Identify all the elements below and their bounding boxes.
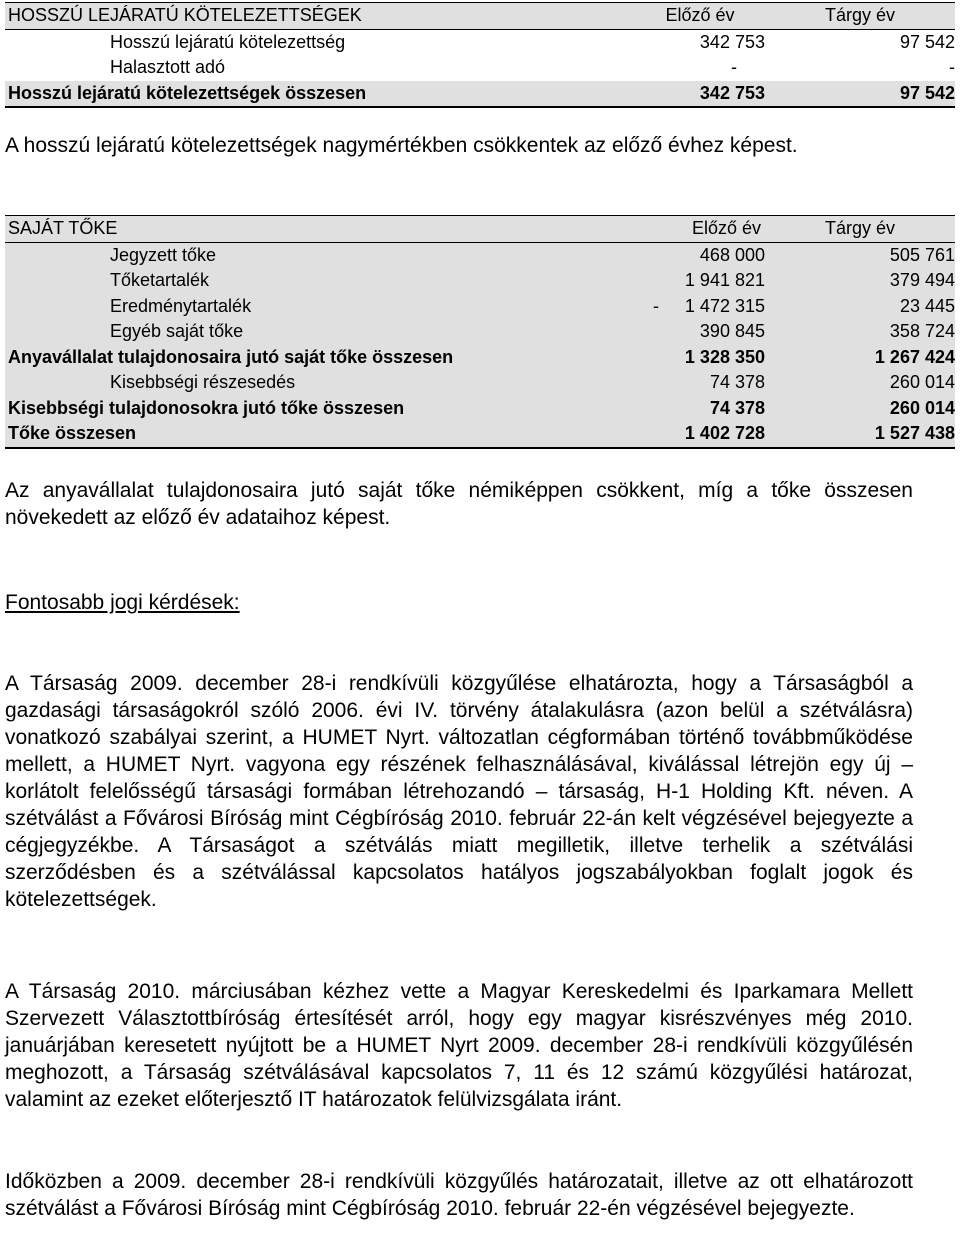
total-row bbox=[5, 396, 955, 422]
row-curr-value: 23 445 bbox=[765, 294, 955, 320]
grand-total-curr-value: 1 527 438 bbox=[765, 421, 955, 448]
table-title: SAJÁT TŐKE bbox=[5, 216, 595, 243]
liabilities-commentary: A hosszú lejáratú kötelezettségek nagymértékben csökkentek az előző évhez képest. bbox=[5, 134, 798, 157]
row-curr-value: 97 542 bbox=[899, 31, 955, 52]
long-term-liabilities-table bbox=[5, 2, 955, 108]
row-sign: - bbox=[595, 294, 665, 320]
legal-paragraph-registration: Időközben a 2009. december 28-i rendkívüli közgyűlés határozatait, illetve az ott elhatározott szétválást a Fővárosi Bíróság mint Cégbíróság 2010. február 22-én végzésével bejegyezte. bbox=[5, 1170, 913, 1220]
legal-paragraph-demerger: A Társaság 2009. december 28-i rendkívüli közgyűlése elhatározta, hogy a Társaságból a gazdasági társaságokról szóló 2006. évi IV. törvény átalakulásra (azon belül a szétválásra) vonatkozó szabályai szerint, a HUMET Nyrt. változatlan cégformában történő továbbműködése mellett, a HUMET Nyrt. vagyona egy részének felhasználásával, kiválással létrejön egy új – korlátolt felelősségű társasági formában létrehozandó – társaság, H-1 Holding Kft. néven. A szétválást a Fővárosi Bíróság mint Cégbíróság 2010. február 22-án kelt végzésével bejegyezte a cégjegyzékbe. A Társaságot a szétválás miatt megilletik, illetve terhelik a szétválási szerződésben és a szétválással kapcsolatos hatályos jogszabályokban foglalt jogok és kötelezettségek. bbox=[5, 672, 913, 911]
grand-total-row bbox=[5, 421, 955, 448]
row-sign bbox=[595, 268, 665, 294]
table-row bbox=[5, 268, 955, 294]
row-prev-value: 342 753 bbox=[699, 31, 765, 52]
grand-total-label: Tőke összesen bbox=[5, 421, 595, 448]
col-curr-header: Tárgy év bbox=[765, 3, 955, 30]
table-header-row bbox=[5, 3, 955, 30]
row-sign bbox=[595, 242, 665, 268]
row-curr-value: 505 761 bbox=[765, 242, 955, 268]
total-prev-value: 74 378 bbox=[665, 396, 765, 422]
row-sign bbox=[595, 319, 665, 345]
row-prev-value: 390 845 bbox=[665, 319, 765, 345]
row-curr-value: 379 494 bbox=[765, 268, 955, 294]
row-prev-value: 74 378 bbox=[665, 370, 765, 396]
table-header-row bbox=[5, 216, 955, 243]
row-label: Halasztott adó bbox=[110, 57, 226, 77]
row-label: Eredménytartalék bbox=[5, 294, 595, 320]
row-prev-value: - bbox=[731, 57, 737, 77]
table-title: HOSSZÚ LEJÁRATÚ KÖTELEZETTSÉGEK bbox=[5, 3, 595, 30]
col-prev-header: Előző év bbox=[635, 3, 765, 30]
table-row bbox=[5, 319, 955, 345]
row-label: Kisebbségi részesedés bbox=[5, 370, 595, 396]
legal-paragraph-arbitration: A Társaság 2010. márciusában kézhez vette a Magyar Kereskedelmi és Iparkamara Mellett Szervezett Választottbíróság értesítését arról, hogy egy magyar kisrészvényes még 2010. januárjában keresetett nyújtott be a HUMET Nyrt 2009. december 28-i rendkívüli közgyűlésén meghozott, a Társaság szétválásával kapcsolatos 7, 11 és 12 számú közgyűlési határozat, valamint az ezeket előterjesztő IT határozatok felülvizsgálata iránt. bbox=[5, 980, 913, 1111]
row-label: Tőketartalék bbox=[5, 268, 595, 294]
total-curr-value: 1 267 424 bbox=[765, 345, 955, 371]
total-row bbox=[5, 81, 955, 108]
total-label: Hosszú lejáratú kötelezettségek összesen bbox=[5, 81, 595, 108]
total-row bbox=[5, 345, 955, 371]
row-curr-value: - bbox=[949, 57, 955, 77]
row-prev-value: 1 472 315 bbox=[665, 294, 765, 320]
total-label: Anyavállalat tulajdonosaira jutó saját tőke összesen bbox=[5, 345, 595, 371]
grand-total-prev-value: 1 402 728 bbox=[665, 421, 765, 448]
total-curr-value: 260 014 bbox=[765, 396, 955, 422]
row-curr-value: 260 014 bbox=[765, 370, 955, 396]
row-curr-value: 358 724 bbox=[765, 319, 955, 345]
table-row bbox=[5, 242, 955, 268]
row-label: Egyéb saját tőke bbox=[5, 319, 595, 345]
equity-commentary: Az anyavállalat tulajdonosaira jutó saját tőke némiképpen csökkent, míg a tőke összesen növekedett az előző év adataihoz képest. bbox=[5, 479, 913, 529]
col-prev-header: Előző év bbox=[665, 216, 765, 243]
col-curr-header: Tárgy év bbox=[765, 216, 955, 243]
equity-table bbox=[5, 215, 955, 449]
row-label: Hosszú lejáratú kötelezettség bbox=[110, 31, 346, 52]
row-label: Jegyzett tőke bbox=[5, 242, 595, 268]
table-row bbox=[5, 294, 955, 320]
total-prev-value: 342 753 bbox=[635, 81, 765, 108]
table-row bbox=[5, 370, 955, 396]
total-prev-value: 1 328 350 bbox=[665, 345, 765, 371]
table-row bbox=[5, 55, 955, 81]
table-row bbox=[5, 29, 955, 55]
row-prev-value: 468 000 bbox=[665, 242, 765, 268]
section-heading: Fontosabb jogi kérdések: bbox=[5, 591, 240, 614]
row-prev-value: 1 941 821 bbox=[665, 268, 765, 294]
total-label: Kisebbségi tulajdonosokra jutó tőke összesen bbox=[5, 396, 595, 422]
total-curr-value: 97 542 bbox=[765, 81, 955, 108]
